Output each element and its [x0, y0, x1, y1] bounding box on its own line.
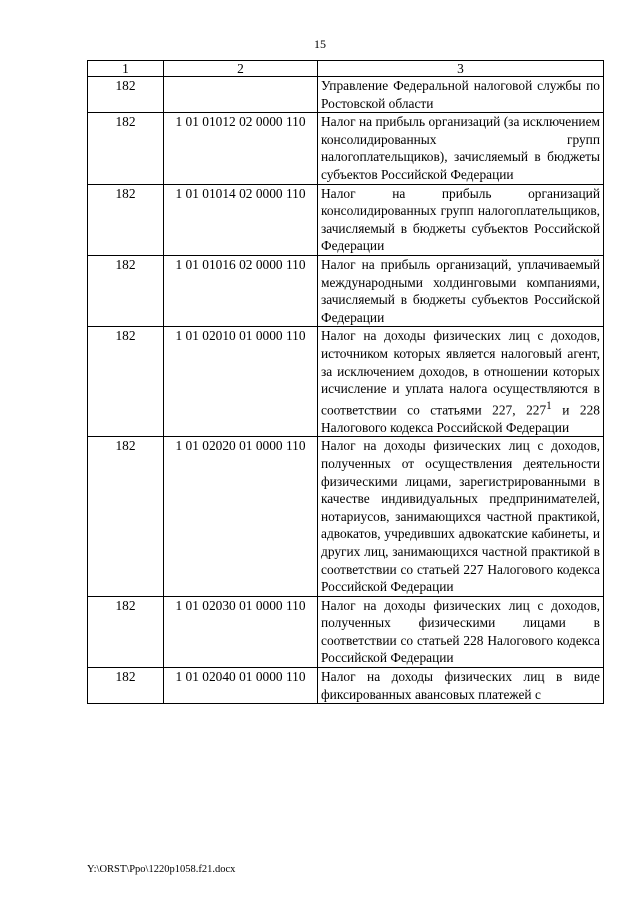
- description-text: Налог на доходы физических лиц с доходов, полученных от осуществления деятельности физическими лицами, зарегистрированными в качестве индивидуальных предпринимателей, нотариусов, занимающихся частной практикой, адвокатов, учредивших адвокатские кабинеты, и других лиц, занимающихся частной практикой в соответствии со статьей 227 Налогового кодекса Российской Федерации: [321, 438, 600, 595]
- description-text: Управление Федеральной налоговой службы по Ростовской области: [321, 78, 600, 111]
- budget-code-cell: 1 01 02030 01 0000 110: [164, 596, 318, 667]
- budget-code-cell: 1 01 01016 02 0000 110: [164, 255, 318, 326]
- budget-code-cell: 1 01 02020 01 0000 110: [164, 437, 318, 596]
- description-cell: [318, 596, 604, 667]
- admin-code-cell: 182: [88, 255, 164, 326]
- table-row: [88, 113, 604, 184]
- description-text: Налог на прибыль организаций, уплачиваемый международными холдинговыми компаниями, зачисляемый в бюджеты субъектов Российской Федерации: [321, 256, 600, 325]
- budget-code-cell: 1 01 02010 01 0000 110: [164, 327, 318, 437]
- description-text: Налог на доходы физических лиц с доходов, источником которых является налоговый агент, за исключением доходов, в отношении которых исчисление и уплата налога осуществляются в соответствии со статьями 227, 227: [321, 328, 600, 418]
- table-row: [88, 327, 604, 437]
- file-path-footer: Y:\ORST\Ppo\1220p1058.f21.docx: [87, 864, 236, 875]
- admin-code-cell: 182: [88, 77, 164, 113]
- column-header-3: 3: [318, 61, 604, 77]
- table-row: [88, 255, 604, 326]
- table-row: [88, 77, 604, 113]
- page-number: 15: [314, 37, 326, 51]
- table-row: [88, 437, 604, 596]
- column-header-2: 2: [164, 61, 318, 77]
- table-header-row: [88, 61, 604, 77]
- description-cell: [318, 668, 604, 704]
- description-text: Налог на прибыль организаций (за исключением консолидированных групп налогоплательщиков), зачисляемый в бюджеты субъектов Российской Федерации: [321, 114, 600, 182]
- budget-classification-table: [87, 60, 604, 704]
- table-row: [88, 668, 604, 704]
- description-cell: [318, 77, 604, 113]
- admin-code-cell: 182: [88, 668, 164, 704]
- budget-code-cell: 1 01 01014 02 0000 110: [164, 184, 318, 255]
- description-cell: [318, 437, 604, 596]
- description-cell: [318, 184, 604, 255]
- description-text: Налог на доходы физических лиц в виде фиксированных авансовых платежей с: [321, 669, 600, 702]
- description-cell: [318, 255, 604, 326]
- admin-code-cell: 182: [88, 113, 164, 184]
- description-text: Налог на прибыль организаций консолидированных групп налогоплательщиков, зачисляемый в бюджеты субъектов Российской Федерации: [321, 185, 600, 254]
- admin-code-cell: 182: [88, 184, 164, 255]
- article-superscript: 1: [546, 399, 552, 412]
- admin-code-cell: 182: [88, 327, 164, 437]
- description-cell: [318, 327, 604, 437]
- description-text: Налог на доходы физических лиц с доходов, полученных физическими лицами в соответствии со статьей 228 Налогового кодекса Российской Федерации: [321, 597, 600, 666]
- budget-code-cell: 1 01 02040 01 0000 110: [164, 668, 318, 704]
- table-row: [88, 184, 604, 255]
- description-cell: [318, 113, 604, 184]
- table-row: [88, 596, 604, 667]
- admin-code-cell: 182: [88, 596, 164, 667]
- description-text-continued: и 228 Налогового кодекса Российской Федерации: [321, 402, 600, 435]
- budget-code-cell: 1 01 01012 02 0000 110: [164, 113, 318, 184]
- column-header-1: 1: [88, 61, 164, 77]
- budget-code-cell: [164, 77, 318, 113]
- admin-code-cell: 182: [88, 437, 164, 596]
